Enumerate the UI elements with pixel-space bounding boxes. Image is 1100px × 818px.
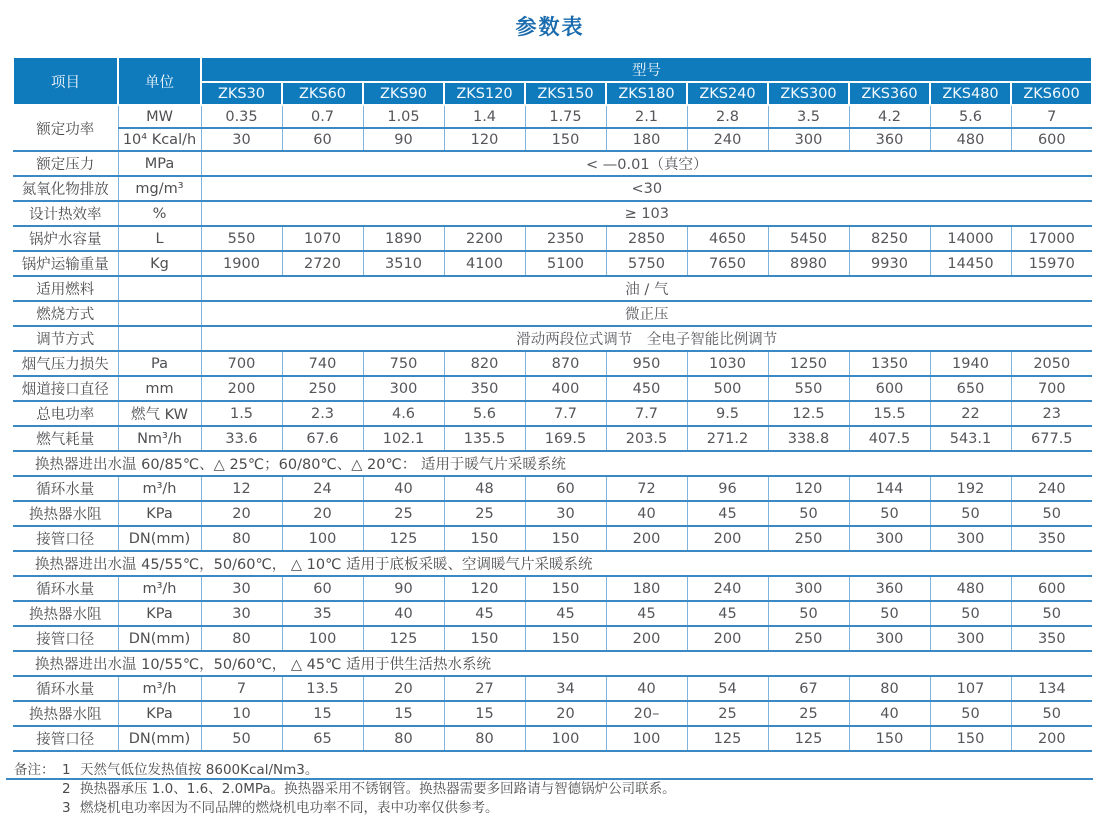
value-cell: 20– — [606, 701, 687, 726]
value-cell: 3.5 — [768, 105, 849, 128]
header-model: ZKS360 — [849, 82, 930, 105]
value-cell: 1.75 — [525, 105, 606, 128]
value-cell: 240 — [687, 576, 768, 601]
header-model: ZKS60 — [282, 82, 363, 105]
table-row — [13, 601, 1092, 626]
value-cell: 30 — [201, 576, 282, 601]
value-cell: 54 — [687, 676, 768, 701]
value-cell: 350 — [1011, 626, 1092, 651]
table-row — [13, 501, 1092, 526]
value-cell: 500 — [687, 376, 768, 401]
value-cell: 50 — [1011, 701, 1092, 726]
value-cell: 250 — [768, 626, 849, 651]
value-cell: 5.6 — [930, 105, 1011, 128]
row-label: 氮氧化物排放 — [13, 176, 118, 201]
value-cell: 17000 — [1011, 226, 1092, 251]
page-title: 参数表 — [515, 15, 585, 39]
value-cell: 2200 — [444, 226, 525, 251]
value-cell: 45 — [606, 601, 687, 626]
value-cell: 25 — [363, 501, 444, 526]
merged-value-cell: 油 / 气 — [201, 276, 1092, 301]
value-cell: 100 — [282, 526, 363, 551]
row-label: 循环水量 — [13, 476, 118, 501]
header-item: 项目 — [13, 57, 118, 105]
unit-cell: MPa — [118, 151, 201, 176]
note-number: 3 — [62, 800, 71, 816]
value-cell: 40 — [363, 476, 444, 501]
value-cell: 45 — [687, 501, 768, 526]
value-cell: 25 — [768, 701, 849, 726]
value-cell: 600 — [1011, 128, 1092, 151]
value-cell: 2050 — [1011, 351, 1092, 376]
value-cell: 2.8 — [687, 105, 768, 128]
value-cell: 543.1 — [930, 426, 1011, 451]
unit-cell: KPa — [118, 501, 201, 526]
value-cell: 338.8 — [768, 426, 849, 451]
value-cell: 169.5 — [525, 426, 606, 451]
value-cell: 300 — [768, 128, 849, 151]
section-label: 换热器进出水温 10/55℃，50/60℃， △ 45℃ 适用于供生活热水系统 — [13, 651, 1092, 676]
value-cell: 27 — [444, 676, 525, 701]
header-model: ZKS30 — [201, 82, 282, 105]
value-cell: 7.7 — [525, 401, 606, 426]
header-model: ZKS600 — [1011, 82, 1092, 105]
value-cell: 650 — [930, 376, 1011, 401]
value-cell: 67.6 — [282, 426, 363, 451]
value-cell: 125 — [687, 726, 768, 751]
note-text: 换热器承压 1.0、1.6、2.0MPa。换热器采用不锈钢管。换热器需要多回路请与智德锅炉公司联系。 — [80, 781, 676, 797]
row-label: 调节方式 — [13, 326, 118, 351]
unit-cell: m³/h — [118, 576, 201, 601]
value-cell: 96 — [687, 476, 768, 501]
value-cell: 40 — [606, 676, 687, 701]
table-row — [13, 476, 1092, 501]
row-label: 接管口径 — [13, 526, 118, 551]
value-cell: 60 — [282, 128, 363, 151]
value-cell: 150 — [525, 128, 606, 151]
value-cell: 700 — [201, 351, 282, 376]
value-cell: 4.6 — [363, 401, 444, 426]
table-head — [13, 57, 1092, 105]
value-cell: 50 — [930, 701, 1011, 726]
unit-cell: m³/h — [118, 676, 201, 701]
table-row — [13, 726, 1092, 751]
value-cell: 100 — [282, 626, 363, 651]
value-cell: 50 — [768, 501, 849, 526]
value-cell: 5450 — [768, 226, 849, 251]
value-cell: 300 — [363, 376, 444, 401]
value-cell: 2850 — [606, 226, 687, 251]
table-row — [13, 276, 1092, 301]
value-cell: 550 — [201, 226, 282, 251]
value-cell: 9.5 — [687, 401, 768, 426]
note-text: 燃烧机电功率因为不同品牌的燃烧机电功率不同，表中功率仅供参考。 — [80, 800, 499, 816]
unit-cell: L — [118, 226, 201, 251]
value-cell: 25 — [687, 701, 768, 726]
value-cell: 2.1 — [606, 105, 687, 128]
value-cell: 300 — [849, 626, 930, 651]
value-cell: 20 — [525, 701, 606, 726]
value-cell: 20 — [282, 501, 363, 526]
value-cell: 200 — [687, 626, 768, 651]
value-cell: 80 — [201, 626, 282, 651]
value-cell: 100 — [606, 726, 687, 751]
header-unit: 单位 — [118, 57, 201, 105]
merged-value-cell: ≥ 103 — [201, 201, 1092, 226]
value-cell: 2720 — [282, 251, 363, 276]
value-cell: 65 — [282, 726, 363, 751]
row-label: 适用燃料 — [13, 276, 118, 301]
value-cell: 100 — [525, 726, 606, 751]
value-cell: 125 — [768, 726, 849, 751]
value-cell: 950 — [606, 351, 687, 376]
value-cell: 40 — [849, 701, 930, 726]
value-cell: 5100 — [525, 251, 606, 276]
value-cell: 1030 — [687, 351, 768, 376]
value-cell: 50 — [930, 501, 1011, 526]
value-cell: 1.4 — [444, 105, 525, 128]
note-line — [62, 799, 676, 818]
value-cell: 240 — [687, 128, 768, 151]
value-cell: 180 — [606, 128, 687, 151]
table-row — [13, 626, 1092, 651]
value-cell: 80 — [444, 726, 525, 751]
value-cell: 480 — [930, 576, 1011, 601]
merged-value-cell: <30 — [201, 176, 1092, 201]
value-cell: 9930 — [849, 251, 930, 276]
table-row — [13, 426, 1092, 451]
row-label: 额定压力 — [13, 151, 118, 176]
value-cell: 2.3 — [282, 401, 363, 426]
header-row-group — [13, 57, 1092, 82]
value-cell: 25 — [444, 501, 525, 526]
row-label: 燃气耗量 — [13, 426, 118, 451]
table-row — [13, 251, 1092, 276]
value-cell: 200 — [1011, 726, 1092, 751]
value-cell: 20 — [201, 501, 282, 526]
value-cell: 4650 — [687, 226, 768, 251]
header-model: ZKS150 — [525, 82, 606, 105]
value-cell: 1.05 — [363, 105, 444, 128]
value-cell: 120 — [444, 128, 525, 151]
value-cell: 0.7 — [282, 105, 363, 128]
value-cell: 1940 — [930, 351, 1011, 376]
value-cell: 22 — [930, 401, 1011, 426]
row-label: 燃烧方式 — [13, 301, 118, 326]
section-row — [13, 451, 1092, 476]
value-cell: 550 — [768, 376, 849, 401]
value-cell: 15 — [282, 701, 363, 726]
value-cell: 1350 — [849, 351, 930, 376]
value-cell: 700 — [1011, 376, 1092, 401]
row-label: 换热器水阻 — [13, 501, 118, 526]
header-model: ZKS300 — [768, 82, 849, 105]
unit-cell — [118, 326, 201, 351]
value-cell: 1070 — [282, 226, 363, 251]
table-body — [13, 105, 1092, 751]
value-cell: 200 — [606, 626, 687, 651]
row-label: 总电功率 — [13, 401, 118, 426]
section-row — [13, 651, 1092, 676]
unit-cell — [118, 276, 201, 301]
unit-cell: DN(mm) — [118, 526, 201, 551]
table-row — [13, 576, 1092, 601]
table-row — [13, 676, 1092, 701]
value-cell: 250 — [768, 526, 849, 551]
row-label: 烟道接口直径 — [13, 376, 118, 401]
value-cell: 120 — [768, 476, 849, 501]
value-cell: 33.6 — [201, 426, 282, 451]
value-cell: 135.5 — [444, 426, 525, 451]
row-label: 设计热效率 — [13, 201, 118, 226]
note-text: 天然气低位发热值按 8600Kcal/Nm3。 — [80, 762, 319, 778]
value-cell: 1250 — [768, 351, 849, 376]
value-cell: 45 — [687, 601, 768, 626]
value-cell: 300 — [930, 526, 1011, 551]
value-cell: 4100 — [444, 251, 525, 276]
table-row — [13, 128, 1092, 151]
parameters-table — [12, 56, 1093, 752]
value-cell: 50 — [849, 501, 930, 526]
value-cell: 750 — [363, 351, 444, 376]
value-cell: 30 — [201, 128, 282, 151]
section-row — [13, 551, 1092, 576]
unit-cell: KPa — [118, 701, 201, 726]
row-label: 接管口径 — [13, 626, 118, 651]
unit-cell: 10⁴ Kcal/h — [118, 128, 201, 151]
value-cell: 400 — [525, 376, 606, 401]
row-label: 锅炉运输重量 — [13, 251, 118, 276]
unit-cell: DN(mm) — [118, 626, 201, 651]
unit-cell: 燃气 KW — [118, 401, 201, 426]
value-cell: 820 — [444, 351, 525, 376]
unit-cell: DN(mm) — [118, 726, 201, 751]
table-row — [13, 201, 1092, 226]
value-cell: 180 — [606, 576, 687, 601]
value-cell: 150 — [444, 526, 525, 551]
note-number: 2 — [62, 781, 71, 797]
unit-cell: KPa — [118, 601, 201, 626]
value-cell: 350 — [1011, 526, 1092, 551]
value-cell: 144 — [849, 476, 930, 501]
value-cell: 250 — [282, 376, 363, 401]
value-cell: 72 — [606, 476, 687, 501]
value-cell: 740 — [282, 351, 363, 376]
unit-cell: Pa — [118, 351, 201, 376]
value-cell: 90 — [363, 128, 444, 151]
notes-label: 备注： — [14, 762, 55, 778]
value-cell: 120 — [444, 576, 525, 601]
value-cell: 125 — [363, 526, 444, 551]
header-model: ZKS120 — [444, 82, 525, 105]
bottom-divider — [6, 778, 1093, 780]
value-cell: 5750 — [606, 251, 687, 276]
note-number: 1 — [62, 762, 71, 778]
value-cell: 60 — [525, 476, 606, 501]
value-cell: 4.2 — [849, 105, 930, 128]
table-row — [13, 301, 1092, 326]
value-cell: 203.5 — [606, 426, 687, 451]
value-cell: 40 — [363, 601, 444, 626]
value-cell: 0.35 — [201, 105, 282, 128]
value-cell: 200 — [201, 376, 282, 401]
section-label: 换热器进出水温 60/85℃、△ 25℃；60/80℃、△ 20℃： 适用于暖气片采暖系统 — [13, 451, 1092, 476]
value-cell: 300 — [768, 576, 849, 601]
value-cell: 15.5 — [849, 401, 930, 426]
value-cell: 240 — [1011, 476, 1092, 501]
value-cell: 271.2 — [687, 426, 768, 451]
value-cell: 60 — [282, 576, 363, 601]
value-cell: 40 — [606, 501, 687, 526]
unit-cell: Nm³/h — [118, 426, 201, 451]
value-cell: 14450 — [930, 251, 1011, 276]
value-cell: 125 — [363, 626, 444, 651]
row-label: 接管口径 — [13, 726, 118, 751]
value-cell: 5.6 — [444, 401, 525, 426]
value-cell: 7650 — [687, 251, 768, 276]
table-row — [13, 376, 1092, 401]
value-cell: 300 — [930, 626, 1011, 651]
row-label: 锅炉水容量 — [13, 226, 118, 251]
value-cell: 80 — [363, 726, 444, 751]
row-label: 换热器水阻 — [13, 601, 118, 626]
value-cell: 350 — [444, 376, 525, 401]
header-model-group: 型号 — [201, 57, 1092, 82]
unit-cell: mm — [118, 376, 201, 401]
value-cell: 15970 — [1011, 251, 1092, 276]
merged-value-cell: 滑动两段位式调节 全电子智能比例调节 — [201, 326, 1092, 351]
value-cell: 80 — [201, 526, 282, 551]
value-cell: 600 — [1011, 576, 1092, 601]
table-row — [13, 701, 1092, 726]
header-model: ZKS480 — [930, 82, 1011, 105]
section-label: 换热器进出水温 45/55℃，50/60℃， △ 10℃ 适用于底板采暖、空调暖气片采暖系统 — [13, 551, 1092, 576]
value-cell: 150 — [525, 526, 606, 551]
header-model: ZKS180 — [606, 82, 687, 105]
unit-cell — [118, 301, 201, 326]
value-cell: 50 — [1011, 601, 1092, 626]
value-cell: 90 — [363, 576, 444, 601]
unit-cell: % — [118, 201, 201, 226]
merged-value-cell: 微正压 — [201, 301, 1092, 326]
row-label: 循环水量 — [13, 676, 118, 701]
unit-cell: MW — [118, 105, 201, 128]
value-cell: 34 — [525, 676, 606, 701]
value-cell: 23 — [1011, 401, 1092, 426]
value-cell: 200 — [606, 526, 687, 551]
value-cell: 150 — [525, 626, 606, 651]
value-cell: 407.5 — [849, 426, 930, 451]
value-cell: 10 — [201, 701, 282, 726]
value-cell: 7.7 — [606, 401, 687, 426]
value-cell: 600 — [849, 376, 930, 401]
value-cell: 150 — [444, 626, 525, 651]
value-cell: 24 — [282, 476, 363, 501]
value-cell: 677.5 — [1011, 426, 1092, 451]
value-cell: 35 — [282, 601, 363, 626]
value-cell: 12.5 — [768, 401, 849, 426]
value-cell: 50 — [768, 601, 849, 626]
value-cell: 134 — [1011, 676, 1092, 701]
table-row — [13, 351, 1092, 376]
value-cell: 30 — [201, 601, 282, 626]
value-cell: 7 — [1011, 105, 1092, 128]
value-cell: 20 — [363, 676, 444, 701]
row-label: 循环水量 — [13, 576, 118, 601]
value-cell: 8250 — [849, 226, 930, 251]
value-cell: 12 — [201, 476, 282, 501]
value-cell: 13.5 — [282, 676, 363, 701]
value-cell: 192 — [930, 476, 1011, 501]
unit-cell: Kg — [118, 251, 201, 276]
value-cell: 480 — [930, 128, 1011, 151]
table-row — [13, 401, 1092, 426]
value-cell: 48 — [444, 476, 525, 501]
value-cell: 150 — [525, 576, 606, 601]
value-cell: 67 — [768, 676, 849, 701]
table-row — [13, 105, 1092, 128]
table-row — [13, 526, 1092, 551]
value-cell: 45 — [444, 601, 525, 626]
value-cell: 2350 — [525, 226, 606, 251]
value-cell: 15 — [444, 701, 525, 726]
value-cell: 50 — [1011, 501, 1092, 526]
value-cell: 450 — [606, 376, 687, 401]
value-cell: 50 — [201, 726, 282, 751]
header-model: ZKS240 — [687, 82, 768, 105]
row-label: 烟气压力损失 — [13, 351, 118, 376]
value-cell: 102.1 — [363, 426, 444, 451]
value-cell: 107 — [930, 676, 1011, 701]
unit-cell: m³/h — [118, 476, 201, 501]
value-cell: 360 — [849, 128, 930, 151]
value-cell: 15 — [363, 701, 444, 726]
value-cell: 3510 — [363, 251, 444, 276]
value-cell: 8980 — [768, 251, 849, 276]
value-cell: 7 — [201, 676, 282, 701]
merged-value-cell: < —0.01（真空） — [201, 151, 1092, 176]
value-cell: 150 — [930, 726, 1011, 751]
header-model: ZKS90 — [363, 82, 444, 105]
value-cell: 200 — [687, 526, 768, 551]
value-cell: 360 — [849, 576, 930, 601]
value-cell: 30 — [525, 501, 606, 526]
value-cell: 1890 — [363, 226, 444, 251]
value-cell: 50 — [849, 601, 930, 626]
value-cell: 300 — [849, 526, 930, 551]
value-cell: 1900 — [201, 251, 282, 276]
value-cell: 1.5 — [201, 401, 282, 426]
value-cell: 80 — [849, 676, 930, 701]
table-row — [13, 326, 1092, 351]
table-row — [13, 151, 1092, 176]
unit-cell: mg/m³ — [118, 176, 201, 201]
row-label: 额定功率 — [13, 105, 118, 151]
value-cell: 50 — [930, 601, 1011, 626]
table-row — [13, 226, 1092, 251]
row-label: 换热器水阻 — [13, 701, 118, 726]
value-cell: 870 — [525, 351, 606, 376]
value-cell: 14000 — [930, 226, 1011, 251]
table-row — [13, 176, 1092, 201]
value-cell: 45 — [525, 601, 606, 626]
value-cell: 150 — [849, 726, 930, 751]
